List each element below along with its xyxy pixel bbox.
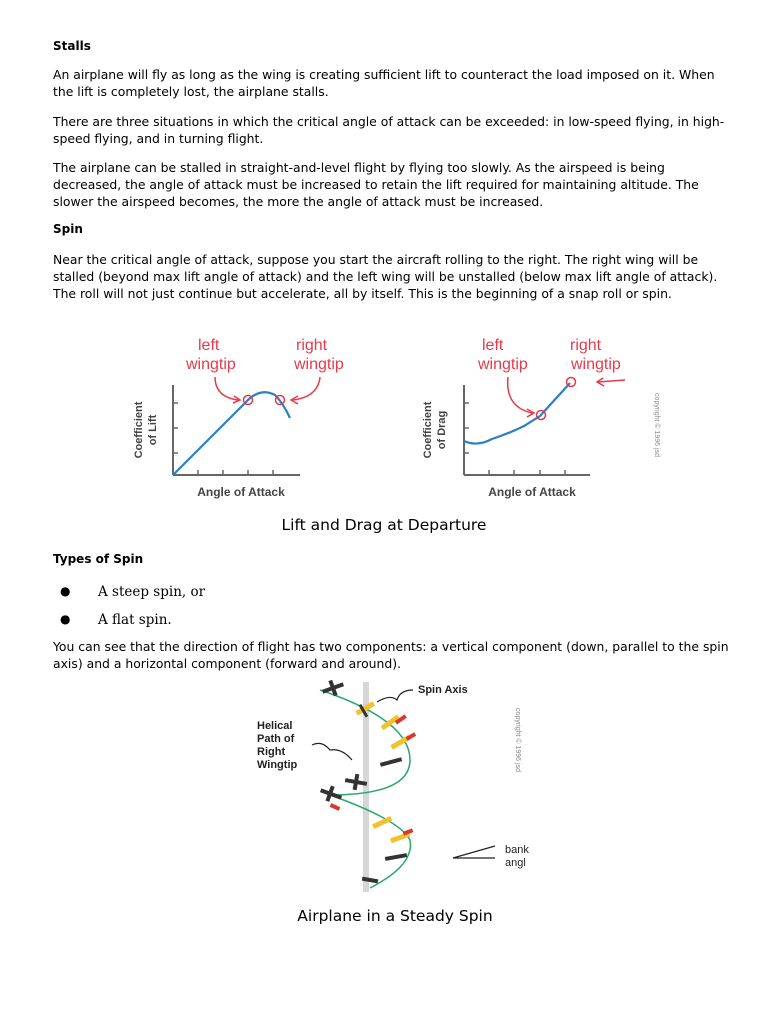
types-heading: Types of Spin xyxy=(53,552,144,566)
stalls-heading: Stalls xyxy=(53,39,91,53)
lift-xlabel: Angle of Attack xyxy=(197,485,285,499)
types-paragraph-1: You can see that the direction of flight has two components: a vertical component (down, parallel to the spin axis) and a horizontal component (forward and around). xyxy=(53,639,729,671)
list-item-text: A steep spin, or xyxy=(98,584,206,600)
lift-right-label-2: wingtip xyxy=(294,356,344,373)
figure1-caption: Lift and Drag at Departure xyxy=(281,516,487,534)
spin-figure xyxy=(250,680,540,895)
bank-angle-icon xyxy=(453,846,495,858)
bank-label-1: bank xyxy=(505,844,529,856)
helical-label-3: Right xyxy=(257,746,286,758)
lift-right-label-1: right xyxy=(296,337,328,354)
drag-xlabel: Angle of Attack xyxy=(488,485,576,499)
stalls-paragraph-3: The airplane can be stalled in straight-and-level flight by flying too slowly. As the airspeed is being decreased, the angle of attack must be increased to retain the lift required for maintaining altitude. The slower the airspeed becomes, the more the angle of attack must be increased. xyxy=(53,160,699,209)
drag-right-arrow xyxy=(598,380,625,382)
stalls-paragraph-2: There are three situations in which the critical angle of attack can be exceeded: in low-speed flying, in high-speed flying, and in turning flight. xyxy=(53,114,725,146)
lift-ylabel-1: Coefficient xyxy=(133,401,145,459)
helical-label-1: Helical xyxy=(257,720,293,732)
helical-label-2: Path of xyxy=(257,733,295,745)
drag-left-arrow xyxy=(508,377,532,413)
spin-axis-label: Spin Axis xyxy=(418,684,468,696)
helical-label-4: Wingtip xyxy=(257,759,298,771)
drag-chart xyxy=(422,337,661,499)
lift-left-label-1: left xyxy=(198,337,220,354)
lift-ylabel-2: of Lift xyxy=(147,414,159,446)
spin-heading: Spin xyxy=(53,222,83,236)
spin-copyright: copyright © 1996 jsd xyxy=(514,708,521,772)
drag-right-marker xyxy=(567,378,576,387)
drag-copyright: copyright © 1996 jsd xyxy=(653,393,660,457)
drag-left-label-1: left xyxy=(482,337,504,354)
figure2-caption: Airplane in a Steady Spin xyxy=(297,907,493,925)
drag-left-label-2: wingtip xyxy=(478,356,528,373)
lift-curve xyxy=(173,392,290,475)
lift-chart xyxy=(133,337,344,499)
drag-ylabel-1: Coefficient xyxy=(422,401,434,459)
drag-curve xyxy=(464,383,570,444)
stalls-paragraph-1: An airplane will fly as long as the wing is creating sufficient lift to counteract the load imposed on it. When the lift is completely lost, the airplane stalls. xyxy=(53,67,715,99)
drag-right-label-1: right xyxy=(570,337,602,354)
drag-ylabel-2: of Drag xyxy=(436,410,448,450)
list-item-text: A flat spin. xyxy=(98,612,172,628)
lift-drag-figure xyxy=(120,325,670,505)
bullet-icon: ● xyxy=(60,584,71,598)
bullet-icon: ● xyxy=(60,612,71,626)
lift-left-label-2: wingtip xyxy=(186,356,236,373)
drag-right-label-2: wingtip xyxy=(571,356,621,373)
bank-label-2: angl xyxy=(505,857,526,869)
spin-paragraph-1: Near the critical angle of attack, suppose you start the aircraft rolling to the right. The right wing will be stalled (beyond max lift angle of attack) and the left wing will be unstalled (below max lift angle of attack). The roll will not just continue but accelerate, all by itself. This is the beginning of a snap roll or spin. xyxy=(53,252,718,301)
